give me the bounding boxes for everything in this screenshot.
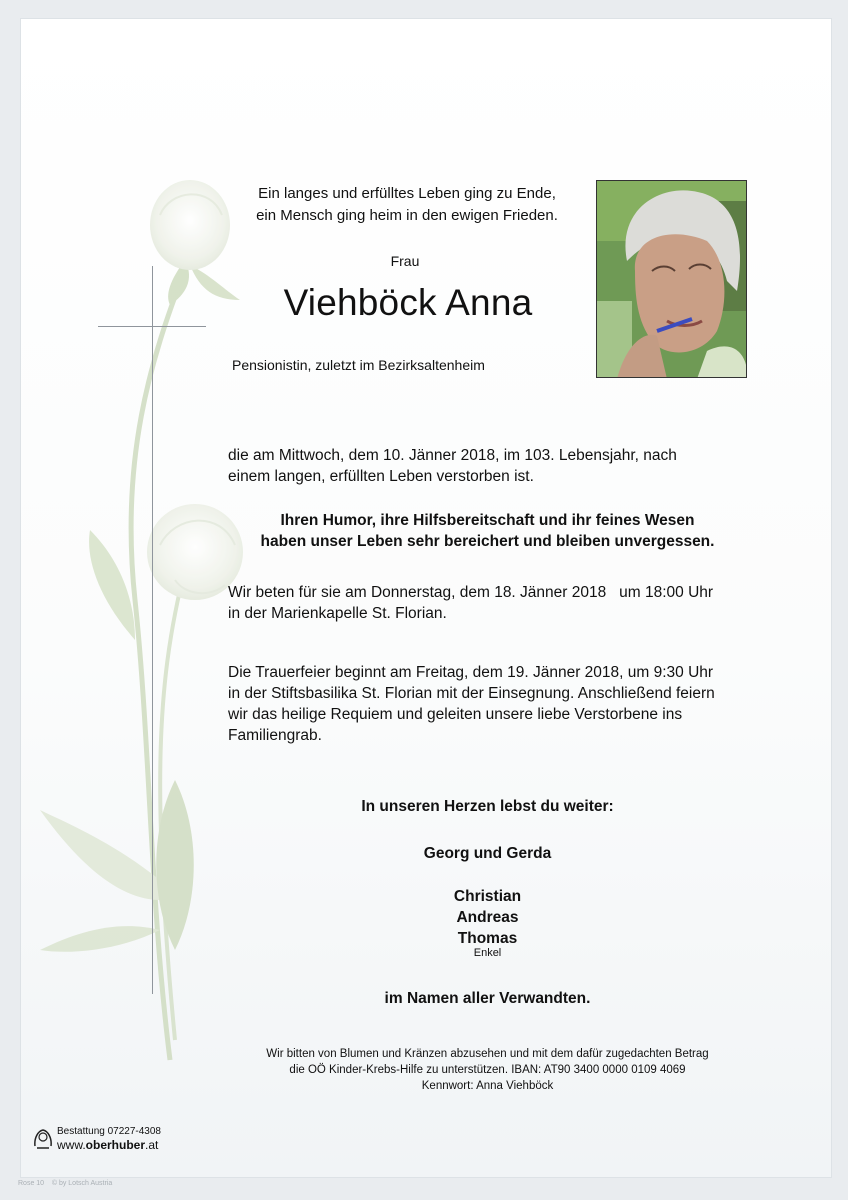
intro-line: ein Mensch ging heim in den ewigen Frieden. [256,207,558,224]
paragraph-line: Ihren Humor, ihre Hilfsbereitschaft und ihr feines Wesen [280,512,695,529]
website-brand: oberhuber [85,1138,146,1152]
grandchild-name: Thomas [457,930,518,947]
grandchild-name: Christian [453,888,522,905]
paragraph-line: Die Trauerfeier beginnt am Freitag, dem 19. Jänner 2018, um 9:30 Uhr [228,664,714,681]
intro-verse [232,183,582,227]
paragraph-line: in der Marienkapelle St. Florian. [228,605,447,622]
funeral-home-website[interactable] [57,1138,158,1152]
occupation: Pensionistin, zuletzt im Bezirksaltenheim [232,357,485,373]
paragraph-line: die am Mittwoch, dem 10. Jänner 2018, im 103. Lebensjahr, nach [228,447,677,464]
website-suffix: .at [145,1138,159,1152]
heart-line: In unseren Herzen lebst du weiter: [361,798,614,815]
funeral-home-phone [57,1126,161,1137]
portrait-photo [596,180,747,378]
tribute-paragraph [228,510,747,552]
website-prefix: www. [57,1138,86,1152]
funeral-home-phone-number: 07227-4308 [107,1126,161,1137]
paragraph-line: einem langen, erfüllten Leben verstorben ist. [228,468,534,485]
paragraph-line: haben unser Leben sehr bereichert und bleiben unvergessen. [260,533,715,550]
grandchild-name: Andreas [456,909,519,926]
donation-line: Wir bitten von Blumen und Kränzen abzusehen und mit dem dafür zugedachten Betrag [266,1048,709,1060]
paragraph-line: Wir beten für sie am Donnerstag, dem 18. Jänner 2018 um 18:00 Uhr [228,584,714,601]
deceased-name: Viehböck Anna [283,282,533,323]
paragraph-line: in der Stiftsbasilika St. Florian mit der Einsegnung. Anschließend feiern [228,685,715,702]
funeral-home-logo-icon [32,1126,54,1150]
donation-notice [228,1046,747,1094]
donation-line: Kennwort: Anna Viehböck [421,1080,554,1092]
grandchildren-list [228,886,747,949]
funeral-home-label: Bestattung [57,1126,105,1137]
relatives-line: im Namen aller Verwandten. [384,990,591,1007]
prayer-paragraph [228,582,747,624]
intro-line: Ein langes und erfülltes Leben ging zu Ende, [258,185,556,202]
portrait-icon [597,181,747,378]
paragraph-line: wir das heilige Requiem und geleiten unsere liebe Verstorbene ins [228,706,683,723]
salutation: Frau [390,253,420,269]
funeral-paragraph [228,662,747,746]
cross-horizontal-bar [98,326,206,327]
death-paragraph [228,445,747,487]
grandchildren-label: Enkel [473,947,502,959]
cross-vertical-bar [152,266,153,994]
donation-line: die OÖ Kinder-Krebs-Hilfe zu unterstützen. IBAN: AT90 3400 0000 0109 4069 [289,1064,686,1076]
mourners-main: Georg und Gerda [423,845,552,862]
paragraph-line: Familiengrab. [228,727,322,744]
template-footer: Rose 10 © by Lotsch Austria [18,1180,113,1187]
